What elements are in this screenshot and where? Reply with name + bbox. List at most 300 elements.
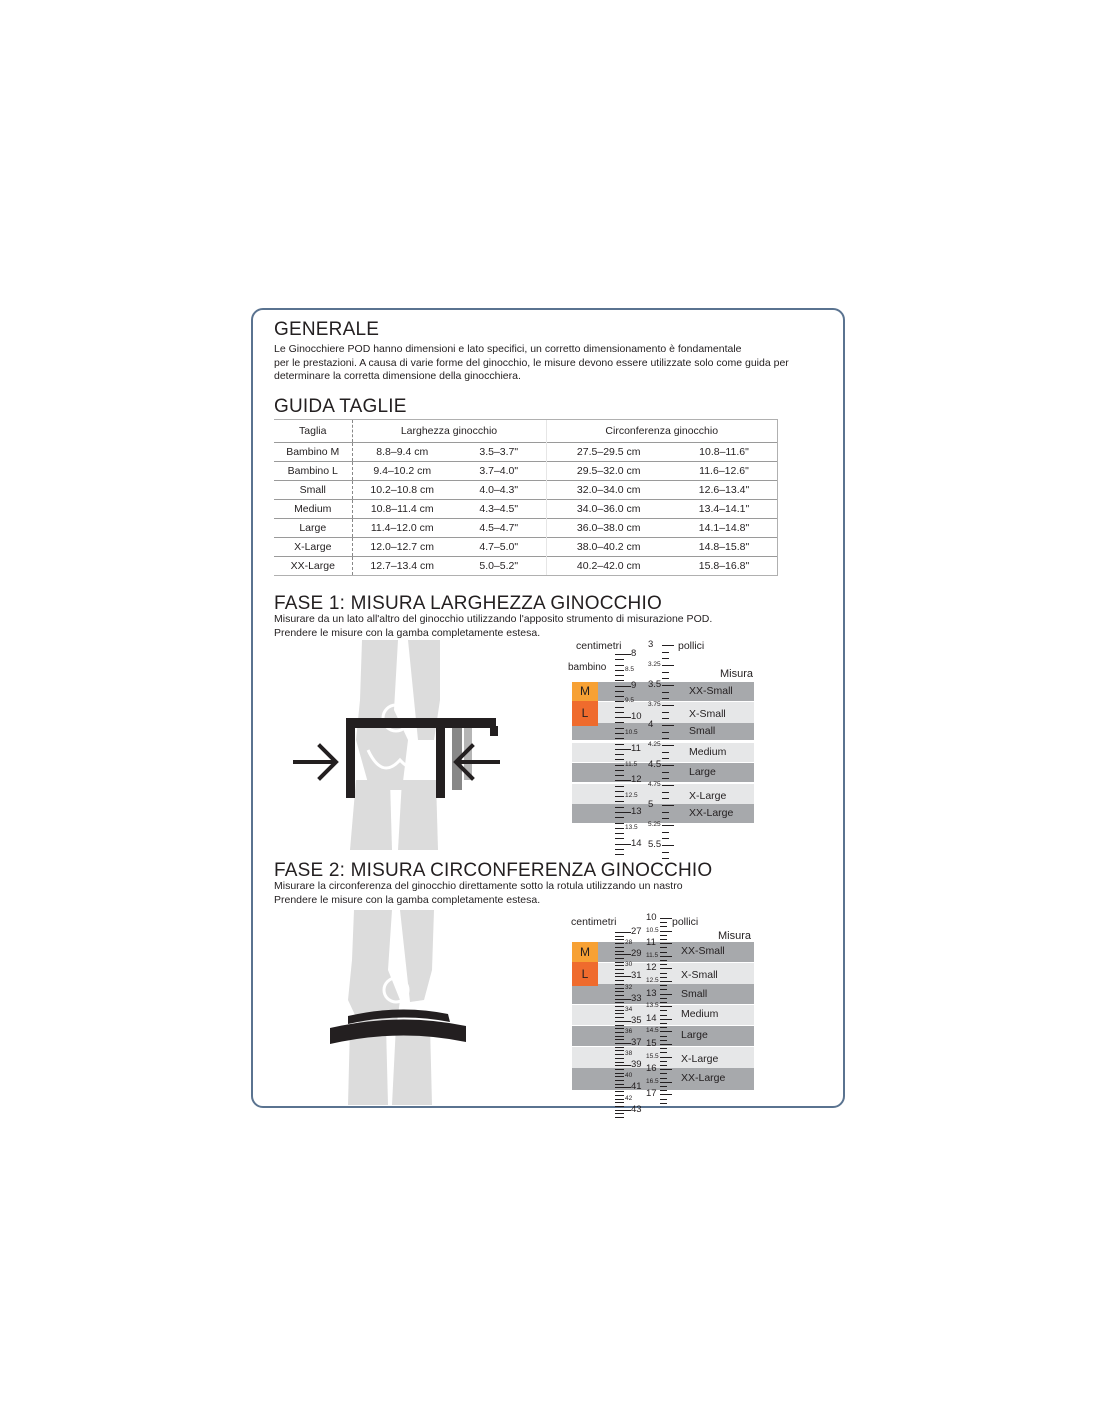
cm-tick-line xyxy=(615,844,631,845)
cm-tick-line xyxy=(615,1032,624,1033)
in-tick-line xyxy=(660,1052,667,1053)
cell-larghezza-cm: 8.8–9.4 cm xyxy=(352,443,452,462)
cm-tick-line xyxy=(615,969,624,970)
in-tick-line xyxy=(660,952,667,953)
size-band-label: X-Large xyxy=(681,1053,719,1065)
in-tick-line xyxy=(660,981,672,982)
in-tick-label: 14 xyxy=(646,1012,657,1024)
cell-larghezza-in: 4.7–5.0" xyxy=(452,538,546,557)
cm-tick-label: 11.5 xyxy=(625,760,638,768)
table-row xyxy=(274,443,777,462)
in-tick-line xyxy=(660,1073,667,1074)
cm-tick-label: 30 xyxy=(625,961,633,969)
cm-tick-label: 29 xyxy=(631,948,642,960)
in-tick-line xyxy=(662,852,669,853)
in-tick-line xyxy=(662,772,669,773)
in-tick-label: 11 xyxy=(646,937,656,949)
cm-tick-line xyxy=(615,833,624,834)
fase1-line: Prendere le misure con la gamba completamente estesa. xyxy=(274,626,541,639)
cm-tick-line xyxy=(615,707,624,708)
size-band-label: Small xyxy=(689,724,716,737)
in-tick-line xyxy=(662,825,674,826)
cm-tick-line xyxy=(615,1047,624,1048)
cm-tick-line xyxy=(615,973,624,974)
cm-tick-line xyxy=(615,1039,624,1040)
fase2-title: FASE 2: MISURA CIRCONFERENZA GINOCCHIO xyxy=(274,860,713,881)
in-tick-label: 5.25 xyxy=(648,821,661,828)
generale-line: per le prestazioni. A causa di varie forme del ginocchio, le misure devono essere utilizzate solo come guida per xyxy=(274,356,789,369)
cm-tick-label: 13.5 xyxy=(625,823,638,831)
cm-tick-line xyxy=(615,728,624,729)
cm-tick-line xyxy=(615,1113,624,1114)
cm-tick-line xyxy=(615,1117,624,1118)
in-tick-line xyxy=(662,758,669,759)
cm-tick-label: 38 xyxy=(625,1050,633,1058)
in-tick-line xyxy=(662,778,669,779)
cell-larghezza-cm: 11.4–12.0 cm xyxy=(352,519,452,538)
size-band-label: Large xyxy=(681,1029,708,1041)
cm-tick-line xyxy=(615,991,624,992)
cm-tick-line xyxy=(615,1095,624,1096)
in-tick-line xyxy=(662,678,669,679)
cm-tick-line xyxy=(615,999,631,1000)
cm-tick-label: 32 xyxy=(625,983,633,991)
cm-tick-label: 33 xyxy=(631,992,642,1004)
in-tick-line xyxy=(660,1031,672,1032)
cm-tick-line xyxy=(615,958,624,959)
cell-circonferenza-in: 14.1–14.8" xyxy=(671,519,777,538)
in-tick-label: 16 xyxy=(646,1063,657,1075)
cm-tick-label: 8 xyxy=(631,648,637,659)
in-tick-line xyxy=(660,939,667,940)
cell-larghezza-cm: 9.4–10.2 cm xyxy=(352,462,452,481)
cm-tick-line xyxy=(615,995,624,996)
cm-tick-label: 8.5 xyxy=(625,665,635,673)
in-tick-line xyxy=(662,765,674,766)
in-tick-line xyxy=(660,922,667,923)
table-row xyxy=(274,538,777,557)
cm-tick-line xyxy=(615,1006,624,1007)
cm-tick-line xyxy=(615,733,624,734)
cm-tick-line xyxy=(615,1091,624,1092)
in-tick-line xyxy=(662,818,669,819)
in-tick-line xyxy=(662,752,669,753)
in-tick-label: 4 xyxy=(648,719,654,730)
size-band-label: X-Small xyxy=(681,969,718,981)
cell-circonferenza-cm: 27.5–29.5 cm xyxy=(546,443,671,462)
cell-taglia: X-Large xyxy=(274,538,352,557)
in-tick-line xyxy=(662,845,674,846)
in-tick-line xyxy=(660,1078,667,1079)
cm-tick-line xyxy=(615,1002,624,1003)
in-tick-line xyxy=(660,935,667,936)
in-tick-line xyxy=(660,947,667,948)
in-tick-line xyxy=(660,964,667,965)
cm-tick-line xyxy=(615,1065,631,1066)
generale-line: determinare la corretta dimensione della ginocchiera. xyxy=(274,370,521,382)
cm-tick-line xyxy=(615,754,624,755)
in-tick-line xyxy=(660,998,667,999)
cm-tick-line xyxy=(615,838,624,839)
cell-larghezza-in: 4.0–4.3" xyxy=(452,481,546,500)
cm-label: centimetri xyxy=(576,640,622,652)
in-tick-label: 4.5 xyxy=(648,759,662,770)
cm-tick-line xyxy=(615,984,624,985)
cm-tick-line xyxy=(615,1058,624,1059)
cell-larghezza-cm: 12.7–13.4 cm xyxy=(352,557,452,576)
cell-circonferenza-cm: 34.0–36.0 cm xyxy=(546,500,671,519)
cell-circonferenza-in: 12.6–13.4" xyxy=(671,481,777,500)
circumference-measurement-scale xyxy=(568,912,768,1115)
in-tick-label: 15.5 xyxy=(646,1052,659,1060)
cm-label: centimetri xyxy=(571,916,617,928)
cm-tick-label: 28 xyxy=(625,939,633,947)
misura-label: Misura xyxy=(720,668,754,680)
cm-tick-line xyxy=(615,1036,624,1037)
cm-tick-line xyxy=(615,807,624,808)
cm-tick-line xyxy=(615,812,631,813)
in-tick-line xyxy=(660,960,667,961)
cm-tick-label: 9.5 xyxy=(625,697,635,705)
cm-tick-line xyxy=(615,1017,624,1018)
cm-tick-label: 12.5 xyxy=(625,792,638,800)
cm-tick-label: 42 xyxy=(625,1094,633,1102)
cm-tick-line xyxy=(615,691,624,692)
bambino-size-m: M xyxy=(572,682,598,701)
cm-tick-line xyxy=(615,1025,624,1026)
cm-tick-line xyxy=(615,951,624,952)
generale-text xyxy=(274,343,844,384)
cell-larghezza-cm: 12.0–12.7 cm xyxy=(352,538,452,557)
in-tick-label: 10.5 xyxy=(646,926,659,934)
fibula-shape xyxy=(398,780,438,850)
in-tick-line xyxy=(662,652,669,653)
cm-tick-line xyxy=(615,749,631,750)
cm-tick-line xyxy=(615,976,631,977)
cm-tick-line xyxy=(615,770,624,771)
cm-tick-line xyxy=(615,701,624,702)
cm-tick-line xyxy=(615,722,624,723)
cm-tick-line xyxy=(615,696,624,697)
in-tick-label: 16.5 xyxy=(646,1077,659,1085)
in-tick-line xyxy=(660,1090,667,1091)
cm-tick-line xyxy=(615,1054,624,1055)
cell-circonferenza-cm: 32.0–34.0 cm xyxy=(546,481,671,500)
cm-tick-line xyxy=(615,828,624,829)
in-tick-line xyxy=(660,1010,667,1011)
cm-tick-line xyxy=(615,1013,624,1014)
cell-circonferenza-cm: 40.2–42.0 cm xyxy=(546,557,671,576)
in-tick-line xyxy=(660,1036,667,1037)
thigh-shape-right xyxy=(400,910,434,1002)
cm-tick-line xyxy=(615,665,624,666)
in-tick-line xyxy=(660,1094,672,1095)
guida-title: GUIDA TAGLIE xyxy=(274,396,407,417)
fibula-shape xyxy=(392,1025,432,1105)
cm-tick-line xyxy=(615,1102,624,1103)
cell-circonferenza-cm: 29.5–32.0 cm xyxy=(546,462,671,481)
cm-tick-label: 41 xyxy=(631,1081,642,1093)
fase2-text xyxy=(274,880,834,907)
in-tick-line xyxy=(662,665,674,666)
cell-circonferenza-in: 15.8–16.8" xyxy=(671,557,777,576)
size-band-label: Medium xyxy=(689,745,727,758)
cell-larghezza-in: 4.3–4.5" xyxy=(452,500,546,519)
cm-tick-line xyxy=(615,965,624,966)
in-tick-label: 4.75 xyxy=(648,781,661,788)
in-tick-line xyxy=(662,712,669,713)
cell-taglia: Large xyxy=(274,519,352,538)
in-tick-line xyxy=(660,973,667,974)
in-tick-line xyxy=(660,1019,672,1020)
cm-tick-line xyxy=(615,654,631,655)
in-tick-line xyxy=(662,718,669,719)
cm-tick-label: 35 xyxy=(631,1014,642,1026)
misura-label: Misura xyxy=(718,930,752,942)
in-tick-label: 3.75 xyxy=(648,701,661,708)
cm-tick-line xyxy=(615,1099,624,1100)
fase1-line: Misurare da un lato all'altro del ginocchio utilizzando l'apposito strumento di misurazione POD. xyxy=(274,613,713,625)
cm-tick-label: 39 xyxy=(631,1059,642,1071)
in-tick-line xyxy=(660,985,667,986)
cm-tick-line xyxy=(615,1062,624,1063)
size-band-label: Large xyxy=(689,766,716,779)
cm-tick-line xyxy=(615,744,624,745)
in-tick-label: 17 xyxy=(646,1088,657,1100)
in-tick-label: 15 xyxy=(646,1038,657,1049)
in-tick-label: 12.5 xyxy=(646,977,659,984)
cm-tick-label: 13 xyxy=(631,806,642,817)
size-band-label: Small xyxy=(681,988,708,1000)
cm-tick-line xyxy=(615,849,624,850)
cm-tick-line xyxy=(615,765,624,766)
cm-tick-line xyxy=(615,796,624,797)
cm-tick-line xyxy=(615,780,631,781)
cell-circonferenza-cm: 36.0–38.0 cm xyxy=(546,519,671,538)
cell-taglia: Small xyxy=(274,481,352,500)
bambino-size-l: L xyxy=(572,962,598,986)
in-tick-line xyxy=(660,994,672,995)
in-tick-line xyxy=(660,931,672,932)
cell-taglia: Bambino M xyxy=(274,443,352,462)
in-tick-line xyxy=(660,1061,667,1062)
cell-circonferenza-cm: 38.0–40.2 cm xyxy=(546,538,671,557)
cm-tick-line xyxy=(615,791,624,792)
size-band-label: XX-Small xyxy=(689,685,733,697)
table-row xyxy=(274,557,777,576)
width-measurement-scale xyxy=(568,640,768,855)
cell-circonferenza-in: 11.6–12.6" xyxy=(671,462,777,481)
cm-tick-line xyxy=(615,659,624,660)
cm-tick-line xyxy=(615,980,624,981)
cm-tick-line xyxy=(615,675,624,676)
fase2-line: Prendere le misure con la gamba completamente estesa. xyxy=(274,893,541,906)
cm-tick-label: 9 xyxy=(631,679,637,691)
cm-tick-label: 37 xyxy=(631,1037,642,1048)
in-tick-label: 5 xyxy=(648,799,654,810)
cm-tick-line xyxy=(615,939,624,940)
in-tick-line xyxy=(660,926,667,927)
cm-tick-label: 11 xyxy=(631,742,641,754)
cm-tick-line xyxy=(615,954,631,955)
cm-tick-line xyxy=(615,1043,631,1044)
in-tick-line xyxy=(660,1023,667,1024)
in-tick-line xyxy=(662,672,669,673)
in-tick-line xyxy=(660,1044,672,1045)
fase1-text xyxy=(274,613,834,640)
cm-tick-line xyxy=(615,947,624,948)
cm-tick-label: 40 xyxy=(625,1072,633,1080)
in-tick-line xyxy=(660,977,667,978)
cell-circonferenza-in: 14.8–15.8" xyxy=(671,538,777,557)
fase1-title: FASE 1: MISURA LARGHEZZA GINOCCHIO xyxy=(274,593,662,614)
size-table-box xyxy=(274,419,778,576)
cm-tick-line xyxy=(615,801,624,802)
table-row xyxy=(274,462,777,481)
in-tick-line xyxy=(660,1040,667,1041)
in-tick-line xyxy=(660,1002,667,1003)
cm-tick-line xyxy=(615,1084,624,1085)
cm-tick-label: 14 xyxy=(631,837,642,849)
table-row xyxy=(274,500,777,519)
in-tick-line xyxy=(662,812,669,813)
header-circonferenza: Circonferenza ginocchio xyxy=(605,425,719,437)
in-tick-label: 3 xyxy=(648,639,654,650)
cm-tick-line xyxy=(615,932,631,933)
in-tick-line xyxy=(662,798,669,799)
in-tick-line xyxy=(660,1057,672,1058)
cm-tick-label: 10 xyxy=(631,711,642,723)
cm-tick-line xyxy=(615,786,624,787)
in-tick-line xyxy=(662,692,669,693)
cell-larghezza-cm: 10.8–11.4 cm xyxy=(352,500,452,519)
in-tick-label: 13.5 xyxy=(646,1002,659,1010)
cm-tick-line xyxy=(615,1080,624,1081)
in-tick-line xyxy=(660,918,672,919)
cell-larghezza-in: 5.0–5.2" xyxy=(452,557,546,576)
cm-tick-line xyxy=(615,1021,631,1022)
cell-larghezza-cm: 10.2–10.8 cm xyxy=(352,481,452,500)
cm-tick-label: 43 xyxy=(631,1103,642,1115)
cm-tick-line xyxy=(615,1106,624,1107)
cm-tick-line xyxy=(615,817,624,818)
cm-tick-line xyxy=(615,717,631,718)
in-tick-line xyxy=(660,1048,667,1049)
in-tick-line xyxy=(660,943,672,944)
cm-tick-line xyxy=(615,1069,624,1070)
in-tick-line xyxy=(662,658,669,659)
in-tick-line xyxy=(662,792,669,793)
in-tick-line xyxy=(662,645,674,646)
in-tick-line xyxy=(662,832,669,833)
cm-tick-line xyxy=(615,823,624,824)
bambino-size-l: L xyxy=(572,701,598,726)
in-tick-line xyxy=(660,1069,672,1070)
cell-larghezza-in: 3.5–3.7" xyxy=(452,443,546,462)
in-tick-line xyxy=(660,1065,667,1066)
cm-tick-line xyxy=(615,686,631,687)
cm-tick-line xyxy=(615,1076,624,1077)
header-larghezza: Larghezza ginocchio xyxy=(352,420,546,443)
cm-tick-line xyxy=(615,936,624,937)
in-label: pollici xyxy=(678,640,705,652)
shin-shape xyxy=(350,780,392,850)
cm-tick-line xyxy=(615,670,624,671)
size-band-label: X-Large xyxy=(689,789,727,802)
size-band-label: XX-Large xyxy=(689,806,734,819)
knee-caliper-illustration xyxy=(290,640,510,850)
cm-tick-label: 31 xyxy=(631,970,642,982)
in-tick-line xyxy=(660,968,672,969)
cell-circonferenza-in: 13.4–14.1" xyxy=(671,500,777,519)
size-band-label: XX-Large xyxy=(681,1072,726,1084)
cm-tick-line xyxy=(615,680,624,681)
in-tick-line xyxy=(662,838,669,839)
cm-tick-line xyxy=(615,962,624,963)
knee-tape-illustration xyxy=(326,910,476,1105)
cm-tick-line xyxy=(615,738,624,739)
in-tick-line xyxy=(660,1086,667,1087)
cm-tick-line xyxy=(615,712,624,713)
cell-circonferenza-in: 10.8–11.6" xyxy=(671,443,777,462)
in-tick-label: 14.5 xyxy=(646,1027,659,1035)
in-tick-line xyxy=(660,1006,672,1007)
in-tick-label: 12 xyxy=(646,962,657,974)
in-tick-label: 4.25 xyxy=(648,741,661,748)
in-tick-label: 11.5 xyxy=(646,951,659,959)
cm-tick-label: 36 xyxy=(625,1027,633,1035)
table-row xyxy=(274,519,777,538)
size-table xyxy=(274,420,777,575)
cell-taglia: Medium xyxy=(274,500,352,519)
cell-larghezza-in: 3.7–4.0" xyxy=(452,462,546,481)
generale-title: GENERALE xyxy=(274,319,380,340)
in-tick-line xyxy=(660,1082,672,1083)
cell-taglia: Bambino L xyxy=(274,462,352,481)
in-tick-line xyxy=(662,698,669,699)
cm-tick-line xyxy=(615,943,624,944)
fase2-line: Misurare la circonferenza del ginocchio direttamente sotto la rotula utilizzando un nastro xyxy=(274,880,683,892)
cm-tick-line xyxy=(615,1087,631,1088)
in-tick-line xyxy=(662,725,674,726)
in-tick-line xyxy=(662,685,674,686)
bambino-size-m: M xyxy=(572,942,598,962)
table-header-row xyxy=(274,420,777,443)
in-tick-line xyxy=(660,956,672,957)
in-tick-label: 10 xyxy=(646,912,657,923)
in-tick-label: 3.25 xyxy=(648,661,661,668)
cm-tick-label: 10.5 xyxy=(625,729,638,736)
in-label: pollici xyxy=(672,916,699,928)
cm-tick-label: 34 xyxy=(625,1005,633,1013)
in-tick-line xyxy=(662,732,669,733)
cm-tick-label: 27 xyxy=(631,926,642,937)
cm-tick-line xyxy=(615,775,624,776)
in-tick-line xyxy=(662,785,674,786)
size-band-label: XX-Small xyxy=(681,945,725,957)
in-tick-line xyxy=(660,1027,667,1028)
in-tick-line xyxy=(662,745,674,746)
cell-larghezza-in: 4.5–4.7" xyxy=(452,519,546,538)
in-tick-label: 13 xyxy=(646,987,657,999)
cell-taglia: XX-Large xyxy=(274,557,352,576)
cm-tick-line xyxy=(615,1110,631,1111)
in-tick-line xyxy=(660,1099,667,1100)
header-taglia: Taglia xyxy=(274,420,352,443)
bambino-label: bambino xyxy=(568,662,607,673)
cm-tick-line xyxy=(615,1050,624,1051)
cm-tick-line xyxy=(615,988,624,989)
